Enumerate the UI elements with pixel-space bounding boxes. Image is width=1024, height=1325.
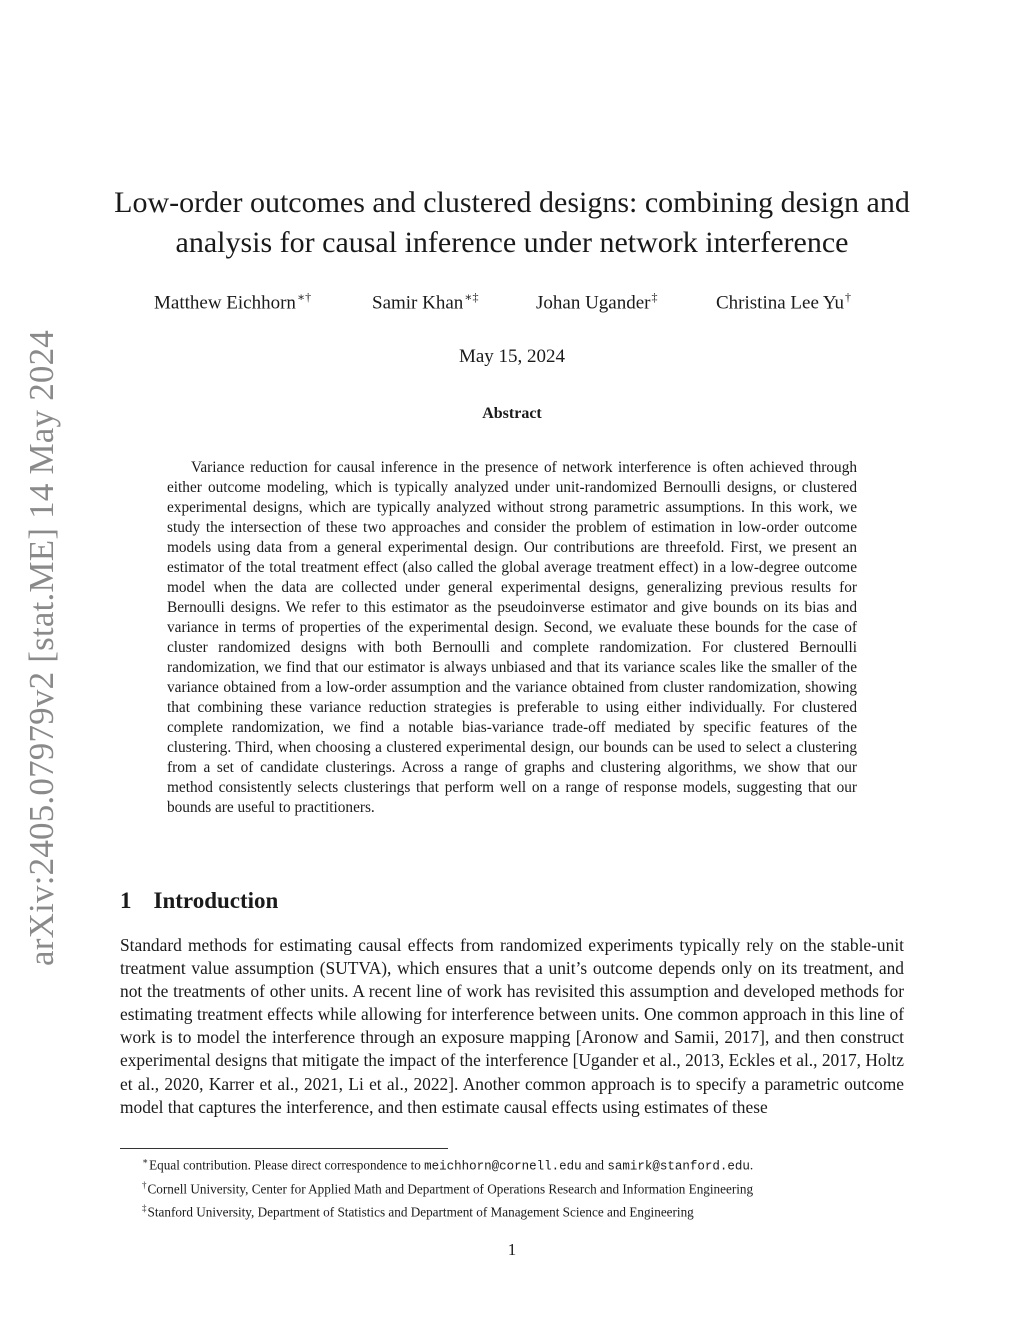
footnote-text: Cornell University, Center for Applied Math and Department of Operations Research and Information Engineering <box>147 1181 754 1197</box>
page-number: 1 <box>507 1240 517 1259</box>
arxiv-watermark <box>18 330 66 966</box>
arxiv-identifier: arXiv:2405.07979v2 [stat.ME] 14 May 2024 <box>22 330 61 966</box>
author-name: Christina Lee Yu <box>716 292 845 314</box>
author-affiliation-marks: ∗‡ <box>464 290 479 304</box>
author-name: Matthew Eichhorn <box>154 292 296 314</box>
footnote-text: and <box>581 1157 608 1173</box>
footnote-1 <box>120 1152 920 1176</box>
author-list <box>112 290 912 320</box>
author-3 <box>536 290 658 314</box>
footnote-text: Equal contribution. Please direct correspondence to <box>149 1157 425 1173</box>
abstract-body: Variance reduction for causal inference in the presence of network interference is often achieved through either outcome modeling, which is typically analyzed under unit-randomized Bernoulli designs, or clustered experimental designs, which are typically analyzed without strong parametric assumptions. In this work, we study the intersection of these two approaches and consider the problem of estimation in low-order outcome models using data from a general experimental design. Our contributions are threefold. First, we present an estimator of the total treatment effect (also called the global average treatment effect) in a low-degree outcome model when the data are collected under general experimental designs, generalizing previous results for Bernoulli designs. We refer to this estimator as the pseudoinverse estimator and give bounds on its bias and variance in terms of properties of the experimental design. Second, we evaluate these bounds for the case of cluster randomized designs with both Bernoulli and complete randomization. For clustered Bernoulli randomization, we find that our estimator is always unbiased and that its variance scales like the smaller of the variance obtained from a low-order assumption and the variance obtained from cluster randomization, showing that combining these variance reduction strategies is preferable to using either individually. For clustered complete randomization, we find a notable bias-variance trade-off mediated by specific features of the clustering. Third, when choosing a clustered experimental design, our bounds can be used to select a clustering from a set of candidate clusterings. Across a range of graphs and clustering algorithms, we show that our method consistently selects clusterings that perform well on a range of response models, suggesting that our bounds are useful to practitioners. <box>167 459 857 816</box>
footnote-mark: ‡ <box>142 1202 147 1213</box>
paper-title: Low-order outcomes and clustered designs: combining design and analysis for causal inference under network interference <box>114 186 910 259</box>
footnote-text: Stanford University, Department of Statistics and Department of Management Science and Engineering <box>147 1204 694 1220</box>
email-link[interactable]: samirk@stanford.edu <box>607 1159 750 1174</box>
author-2 <box>372 290 478 314</box>
email-link[interactable]: meichhorn@cornell.edu <box>424 1159 582 1174</box>
author-affiliation-marks: ∗† <box>296 290 312 304</box>
author-name: Samir Khan <box>372 292 464 314</box>
footnote-divider <box>120 1148 448 1149</box>
footnote-2 <box>120 1176 920 1199</box>
abstract-heading: Abstract <box>482 405 542 422</box>
footnote-mark: † <box>142 1179 147 1190</box>
footnote-text: . <box>749 1157 754 1173</box>
section-number: 1 <box>120 888 132 913</box>
author-name: Johan Ugander <box>536 292 651 314</box>
footnotes <box>120 1152 920 1222</box>
footnote-mark: ∗ <box>142 1156 149 1166</box>
introduction-body: Standard methods for estimating causal effects from randomized experiments typically rely on the stable-unit treatment value assumption (SUTVA), which ensures that a unit’s outcome depends only on its treatment, and not the treatments of other units. A recent line of work has revisited this assumption and developed methods for estimating treatment effects while allowing for interference between units. One common approach in this line of work is to model the interference through an exposure mapping [Aronow and Samii, 2017], and then construct experimental designs that mitigate the impact of the interference [Ugander et al., 2013, Eckles et al., 2017, Holtz et al., 2020, Karrer et al., 2021, Li et al., 2022]. Another common approach is to specify a parametric outcome model that captures the interference, and then estimate causal effects using estimates of these <box>120 935 904 1117</box>
footnote-3 <box>120 1199 920 1222</box>
author-1 <box>154 290 311 314</box>
paper-date: May 15, 2024 <box>458 346 566 367</box>
section-heading <box>120 888 278 914</box>
author-affiliation-marks: ‡ <box>651 290 658 304</box>
author-affiliation-marks: † <box>845 290 852 304</box>
section-title: Introduction <box>153 888 279 913</box>
author-4 <box>716 290 851 314</box>
